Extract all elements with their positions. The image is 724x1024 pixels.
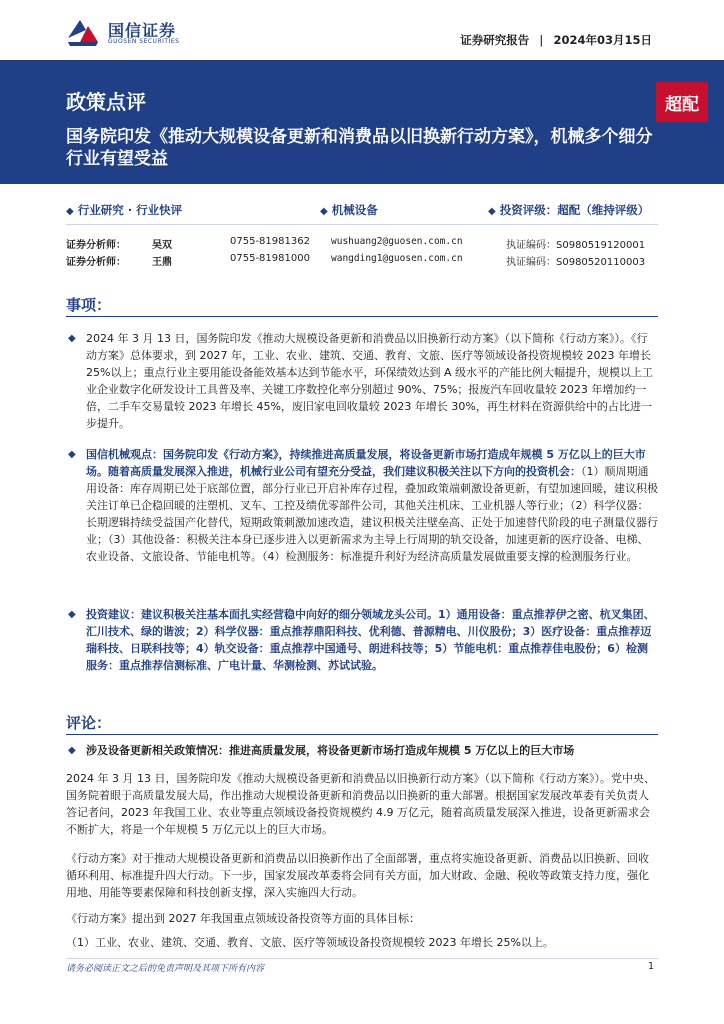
- section-rule: [66, 316, 658, 317]
- meta-rating: ◆ 投资评级：超配（维持评级）: [488, 203, 650, 217]
- diamond-bullet-icon: ◆: [68, 333, 76, 344]
- logo-text-cn: 国信证券: [108, 21, 177, 40]
- comments-paragraph-2: 《行动方案》对于推动大规模设备更新和消费品以旧换新作出了全面部署，重点将实施设备更新、消费品以旧换新、回收循环利用、标准提升四大行动。下一步，国家发展改革委将会同有关方面，加大财政、金融、税收等政策支持力度，强化用地、用能等要素保障和科技创新支撑，深入实施四大行动。: [66, 852, 649, 899]
- doc-info-separator: |: [539, 33, 544, 47]
- section-heading-comments: 评论：: [66, 714, 112, 732]
- diamond-bullet-icon: ◆: [68, 745, 76, 756]
- logo-text-en: GUOSEN SECURITIES: [108, 38, 180, 45]
- comments-paragraph-1: 2024 年 3 月 13 日，国务院印发《推动大规模设备更新和消费品以旧换新行动方案》（以下简称《行动方案》）。党中央、国务院着眼于高质量发展大局，作出推动大规模设备更新和消费品以旧换新的重大部署。根据国家发展改革委有关负责人答记者问，2023 年我国工业、农业等重点领域设备投资规模约 4.9 万亿元，随着高质量发展深入推进，设备更新需求会不断扩大，将是一个年规模 5 万亿元以上的巨大市场。: [66, 772, 655, 836]
- events-paragraph-2: ◆ 国信机械观点：国务院印发《行动方案》，持续推进高质量发展，将设备更新市场打造成年规模 5 万亿以上的巨大市场。随着高质量发展深入推进，机械行业公司有望充分受益，我们建议积极关注以下方向的投资机会：（1）顺周期通用设备：库存周期已处于底部位置，部分行业已开启补库存过程，叠加政策端刺激设备更新，有望加速回暖，建议积极关注订单已企稳回暖的注塑机、叉车、工控及绩优零部件公司，其他关注机床、工业机器人等行业；（2）科学仪器：长期逻辑持续受益国产化替代，短期政策刺激加速改造，建议积极关注壁垒高、正处于加速替代阶段的电子测量仪器行业；（3）其他设备：积极关注本身已逐步进入以更新需求为主导上行周期的轨交设备，加速更新的医疗设备、电梯、农业设备、文旅设备、节能电机等。（4）检测服务：标准提升利好为经济高质量发展做重要支撑的检测服务行业。: [68, 448, 658, 563]
- footer-divider: [66, 958, 658, 959]
- diamond-bullet-icon: ◆: [488, 206, 496, 217]
- meta-industry: ◆ 行业研究 · 行业快评: [66, 203, 183, 217]
- events-paragraph-3: ◆ 投资建议：建议积极关注基本面扎实经营稳中向好的细分领域龙头公司。1）通用设备：重点推荐伊之密、杭叉集团、汇川技术、绿的谐波；2）科学仪器：重点推荐鼎阳科技、优利德、普源精电、川仪股份；3）医疗设备：重点推荐迈瑞科技、日联科技等；4）轨交设备：重点推荐中国通号、朗进科技等；5）节能电机：重点推荐佳电股份；6）检测服务：重点推荐信测标准、广电计量、华测检测、苏试试验。: [68, 608, 655, 672]
- footer-disclaimer: 请务必阅读正文之后的免责声明及其项下所有内容: [66, 964, 265, 974]
- comments-paragraph-3: 《行动方案》提出到 2027 年我国重点领域设备投资等方面的具体目标：: [66, 912, 420, 925]
- page-number: 1: [647, 961, 654, 972]
- report-category: 政策点评: [66, 90, 146, 114]
- report-date: 2024年03月15日: [553, 33, 652, 47]
- diamond-bullet-icon: ◆: [320, 206, 328, 217]
- report-title: 国务院印发《推动大规模设备更新和消费品以旧换新行动方案》，机械多个细分行业有望受益: [66, 127, 653, 169]
- comments-subheading: ◆ 涉及设备更新相关政策情况：推进高质量发展，将设备更新市场打造成年规模 5 万亿以上的巨大市场: [68, 744, 575, 757]
- diamond-bullet-icon: ◆: [68, 449, 76, 460]
- section-heading-events: 事项：: [66, 296, 112, 314]
- diamond-bullet-icon: ◆: [66, 206, 74, 217]
- page-header: [0, 0, 724, 60]
- report-type: 证券研究报告: [460, 33, 530, 47]
- meta-sector: ◆ 机械设备: [320, 203, 378, 217]
- guosen-logo-icon: [66, 16, 100, 50]
- divider: [66, 224, 658, 225]
- analyst-row: 证券分析师： 吴双 0755-81981362 wushuang2@guosen.com.cn 执证编码：S0980519120001: [66, 236, 646, 251]
- analyst-row: 证券分析师： 王鼎 0755-81981000 wangding1@guosen.com.cn 执证编码：S0980520110003: [66, 253, 646, 268]
- section-rule: [66, 734, 658, 735]
- rating-badge: 超配: [656, 82, 708, 122]
- comments-paragraph-4: （1）工业、农业、建筑、交通、教育、文旅、医疗等领域设备投资规模较 2023 年增长 25%以上。: [66, 936, 554, 949]
- doc-info: [460, 32, 652, 48]
- diamond-bullet-icon: ◆: [68, 609, 76, 620]
- events-paragraph-1: ◆ 2024 年 3 月 13 日，国务院印发《推动大规模设备更新和消费品以旧换新行动方案》（以下简称《行动方案》）。《行动方案》总体要求，到 2027 年，工业、农业、建筑、交通、教育、文旅、医疗等领域设备投资规模较 2023 年增长 25%以上；重点行业主要用能设备能效基本达到节能水平，环保绩效达到 A 级水平的产能比例大幅提升，规模以上工业企业数字化研发设计工具普及率、关键工序数控化率分别超过 90%、75%；报废汽车回收量较 2023 年增加约一倍，二手车交易量较 2023 年增长 45%，废旧家电回收量较 2023 年增长 30%，再生材料在资源供给中的占比进一步提升。: [68, 332, 653, 430]
